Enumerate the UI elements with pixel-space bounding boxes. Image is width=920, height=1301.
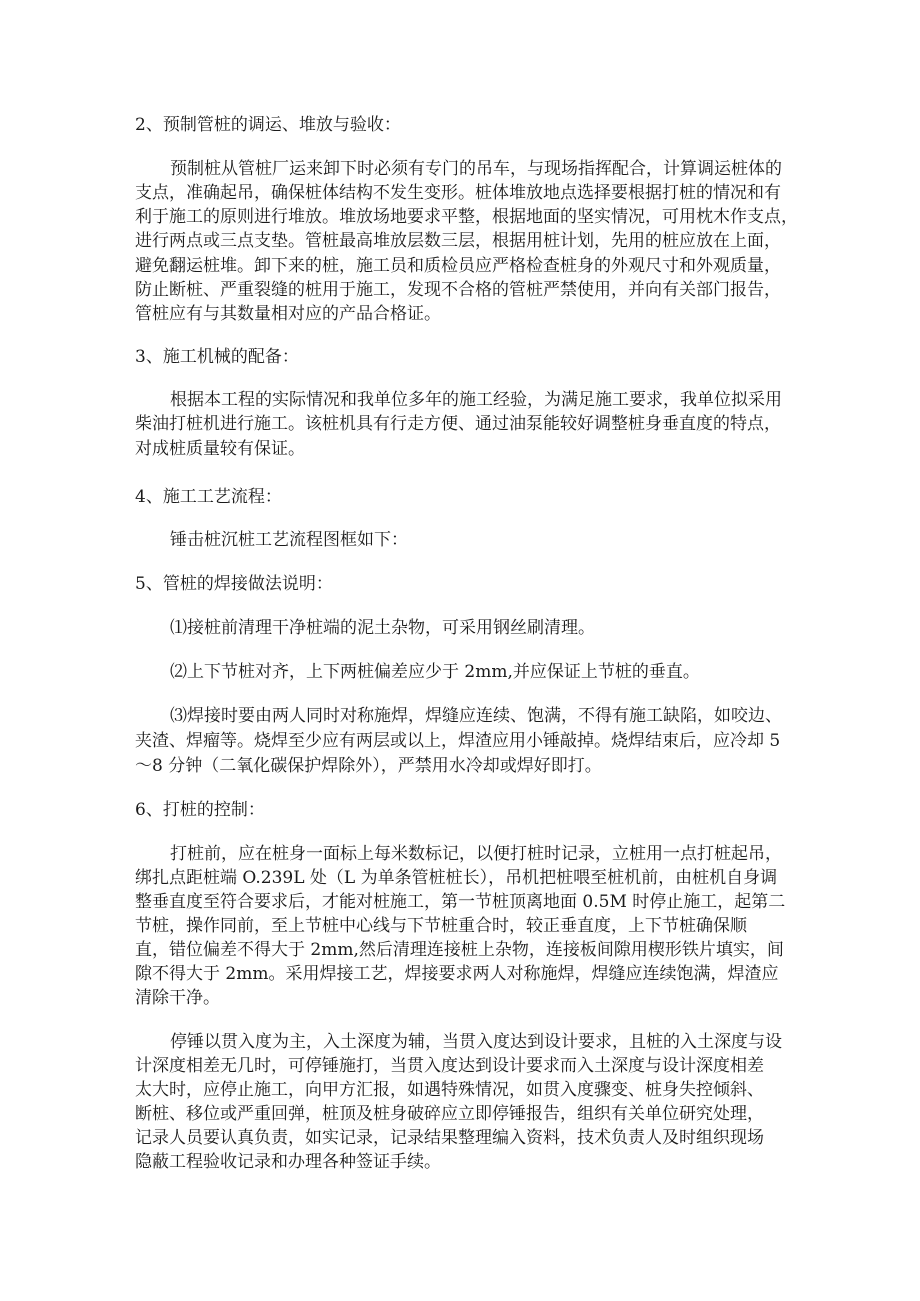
section-3-heading: 3、施工机械的配备： (135, 347, 299, 367)
section-6-para-1-line: 绑扎点距桩端 O.239L 处（L 为单条管桩桩长），吊机把桩喂至桩机前，由桩机自身调 (135, 868, 778, 888)
section-2-line: 进行两点或三点支垫。管桩最高堆放层数三层，根据用桩计划，先用的桩应放在上面， (135, 231, 781, 251)
section-6-para-1-line: 清除干净。 (135, 988, 220, 1008)
section-5-item-3-line: ⑶焊接时要由两人同时对称施焊，焊缝应连续、饱满，不得有施工缺陷，如咬边、 (170, 706, 782, 726)
section-6-para-2-line: 隐蔽工程验收记录和办理各种签证手续。 (135, 1152, 441, 1172)
section-2-line: 预制桩从管桩厂运来卸下时必须有专门的吊车，与现场指挥配合，计算调运桩体的 (170, 159, 782, 179)
section-5-item-3-line: 夹渣、焊瘤等。烧焊至少应有两层或以上，焊渣应用小锤敲掉。烧焊结束后，应冷却 5 (135, 731, 781, 751)
section-6-para-1-line: 节桩，操作同前，至上节桩中心线与下节桩重合时，较正垂直度，上下节桩确保顺 (135, 916, 747, 936)
section-2-line: 支点，准确起吊，确保桩体结构不发生变形。桩体堆放地点选择要根据打桩的情况和有 (135, 183, 781, 203)
section-2-line: 避免翻运桩堆。卸下来的桩，施工员和质检员应严格检查桩身的外观尺寸和外观质量， (135, 256, 781, 276)
section-2-line: 管桩应有与其数量相对应的产品合格证。 (135, 304, 441, 324)
section-6-para-1-line: 打桩前，应在桩身一面标上每米数标记，以便打桩时记录，立桩用一点打桩起吊， (170, 844, 782, 864)
section-2-line: 防止断桩、严重裂缝的桩用于施工，发现不合格的管桩严禁使用，并向有关部门报告， (135, 280, 781, 300)
section-6-heading: 6、打桩的控制： (135, 800, 265, 820)
section-5-heading: 5、管桩的焊接做法说明： (135, 574, 333, 594)
section-6-para-1-line: 直，错位偏差不得大于 2mm,然后清理连接桩上杂物，连接板间隙用楔形铁片填实，间 (135, 940, 784, 960)
section-2-heading: 2、预制管桩的调运、堆放与验收： (135, 115, 401, 135)
section-6-para-2-line: 计深度相差无几时，可停锤施打，当贯入度达到设计要求而入土深度与设计深度相差 (135, 1056, 764, 1076)
section-4-line: 锤击桩沉桩工艺流程图框如下： (170, 530, 408, 550)
section-6-para-2-line: 记录人员要认真负责，如实记录，记录结果整理编入资料，技术负责人及时组织现场 (135, 1128, 764, 1148)
section-3-line: 柴油打桩机进行施工。该桩机具有行走方便、通过油泵能较好调整桩身垂直度的特点， (135, 414, 781, 434)
section-6-para-1-line: 整垂直度至符合要求后，才能对桩施工，第一节桩顶离地面 0.5M 时停止施工，起第二 (135, 892, 786, 912)
section-5-item-2: ⑵上下节桩对齐，上下两桩偏差应少于 2mm,并应保证上节桩的垂直。 (170, 662, 700, 682)
section-5-item-1: ⑴接桩前清理干净桩端的泥土杂物，可采用钢丝刷清理。 (170, 618, 595, 638)
section-6-para-2-line: 太大时，应停止施工，向甲方汇报，如遇特殊情况，如贯入度骤变、桩身失控倾斜、 (135, 1080, 764, 1100)
section-5-item-3-line: ～8 分钟（二氧化碳保护焊除外），严禁用水冷却或焊好即打。 (135, 756, 602, 776)
section-3-line: 根据本工程的实际情况和我单位多年的施工经验，为满足施工要求，我单位拟采用 (170, 390, 782, 410)
section-4-heading: 4、施工工艺流程： (135, 487, 282, 507)
section-2-line: 利于施工的原则进行堆放。堆放场地要求平整，根据地面的坚实情况，可用枕木作支点， (135, 207, 798, 227)
section-6-para-1-line: 隙不得大于 2mm。采用焊接工艺，焊接要求两人对称施焊，焊缝应连续饱满，焊渣应 (135, 964, 779, 984)
section-6-para-2-line: 停锤以贯入度为主，入土深度为辅，当贯入度达到设计要求，且桩的入土深度与设 (170, 1032, 782, 1052)
section-6-para-2-line: 断桩、移位或严重回弹，桩顶及桩身破碎应立即停锤报告，组织有关单位研究处理， (135, 1104, 764, 1124)
section-3-line: 对成桩质量较有保证。 (135, 439, 305, 459)
